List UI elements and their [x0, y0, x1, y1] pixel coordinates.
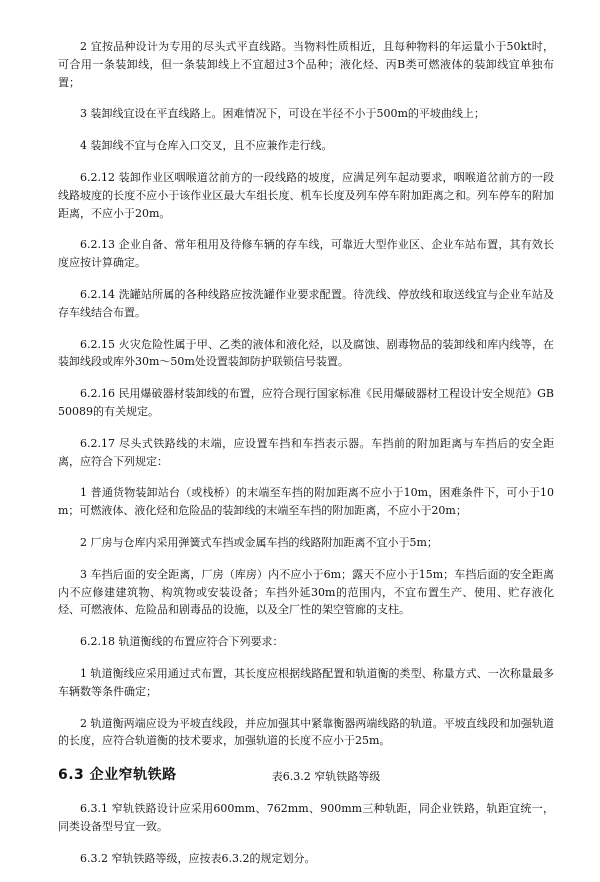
clause-6-2-14: 6.2.14 洗罐站所属的各种线路应按洗罐作业要求配置。待洗线、停放线和取送线宜与企业车站及存车线结合布置。	[58, 287, 554, 319]
clause-6-2-16: 6.2.16 民用爆破器材装卸线的布置，应符合现行国家标准《民用爆破器材工程设计安全规范》GB 50089的有关规定。	[58, 387, 554, 418]
clause-6-2-17-item-3: 3 车挡后面的安全距离，厂房（库房）内不应小于6m；露天不应小于15m；车挡后面的安全距离内不应修建建筑物、构筑物或安装设备；车挡外延30m的范围内，不宜布置生产、使用、贮存液化烃、可燃液体、危险品和剧毒品的设施，以及全厂性的架空管廊的支柱。	[58, 567, 554, 617]
clause-6-2-15: 6.2.15 火灾危险性属于甲、乙类的液体和液化烃，以及腐蚀、剧毒物品的装卸线和库内线等，在装卸线段或库外30m～50m处设置装卸防护联锁信号装置。	[58, 337, 554, 369]
clause-6-2-17: 6.2.17 尽头式铁路线的末端，应设置车挡和车挡表示器。车挡前的附加距离与车挡后的安全距离，应符合下列规定：	[58, 436, 554, 468]
clause-6-2-17-item-2: 2 厂房与仓库内采用弹簧式车挡或金属车挡的线路附加距离不宜小于5m；	[80, 535, 438, 549]
clause-6-2-18-item-1: 1 轨道衡线应采用通过式布置，其长度应根据线路配置和轨道衡的类型、称量方式、一次称量最多车辆数等条件确定；	[58, 666, 554, 698]
clause-6-2-18-item-2: 2 轨道衡两端应设为平坡直线段，并应加强其中紧靠衡器两端线路的轨道。平坡直线段和加强轨道的长度，应符合轨道衡的技术要求，加强轨道的长度不应小于25m。	[58, 716, 554, 748]
paragraph-item-4: 4 装卸线不宜与仓库入口交叉，且不应兼作走行线。	[80, 139, 333, 153]
clause-6-3-1: 6.3.1 窄轨铁路设计应采用600mm、762mm、900mm三种轨距，同企业铁路，轨距宜统一，同类设备型号宜一致。	[58, 802, 554, 833]
clause-6-3-2: 6.3.2 窄轨铁路等级，应按表6.3.2的规定划分。	[80, 851, 316, 865]
paragraph-item-2: 2 宜按品种设计为专用的尽头式平直线路。当物料性质相近，且每种物料的年运量小于50kt时，可合用一条装卸线，但一条装卸线上不宜超过3个品种；液化烃、丙B类可燃液体的装卸线宜单独布置；	[58, 40, 554, 89]
table-caption: 表6.3.2 窄轨铁路等级	[271, 770, 381, 783]
clause-6-2-12: 6.2.12 装卸作业区咽喉道岔前方的一段线路的坡度，应满足列车起动要求，咽喉道岔前方的一段线路坡度的长度不应小于该作业区最大车组长度、机车长度及列车停车附加距离之和。列车停车的附加距离，不应小于20m。	[58, 170, 554, 220]
clause-6-2-18: 6.2.18 轨道衡线的布置应符合下列要求：	[80, 635, 284, 649]
clause-6-2-13: 6.2.13 企业自备、常年租用及待修车辆的存车线，可靠近大型作业区、企业车站布置，其有效长度应按计算确定。	[58, 238, 554, 270]
document-page	[58, 38, 554, 882]
clause-6-2-17-item-1: 1 普通货物装卸站台（或栈桥）的末端至车挡的附加距离不应小于10m，困难条件下，可小于10m；可燃液体、液化烃和危险品的装卸线的末端至车挡的附加距离，不应小于20m；	[58, 486, 554, 518]
paragraph-item-3: 3 装卸线宜设在平直线路上。困难情况下，可设在半径不小于500m的平坡曲线上；	[80, 107, 485, 121]
section-title: 6.3 企业窄轨铁路	[58, 767, 177, 784]
